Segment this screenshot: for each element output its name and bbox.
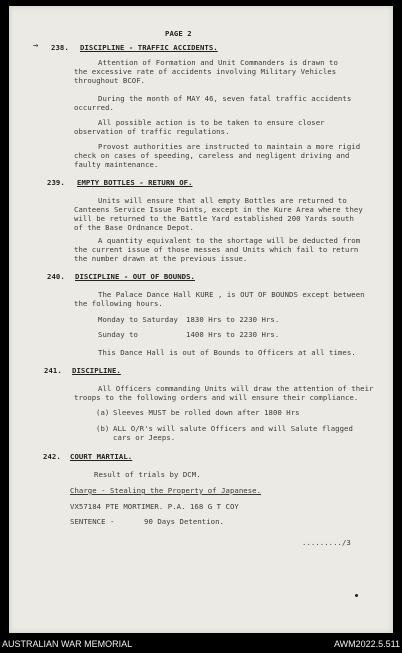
section-240-number: 240. [47, 272, 65, 281]
section-239-para2-line2: the current issue of those messes and Units which fail to return [74, 245, 359, 254]
section-238-para2-line1: During the month of MAY 46, seven fatal traffic accidents [98, 94, 352, 103]
section-239-para1-line3: will be returned to the Battle Yard established 200 Yards south [74, 214, 354, 223]
ink-dot [355, 594, 358, 597]
section-238-para4-line2: check on cases of speeding, careless and negligent driving and [74, 151, 350, 160]
section-241-item-b-label: (b) [96, 424, 110, 433]
section-242-sentence-label: SENTENCE - [70, 517, 115, 526]
section-241-number: 241. [44, 366, 62, 375]
section-242-result: Result of trials by DCM. [94, 470, 201, 479]
continuation-marker: ........./3 [302, 538, 351, 547]
margin-arrow-mark: → [33, 41, 39, 51]
section-239-heading: EMPTY BOTTLES - RETURN OF. [77, 178, 193, 187]
section-242-charge: Charge - Stealing the Property of Japanese. [70, 486, 262, 495]
section-239-para2-line1: A quantity equivalent to the shortage will be deducted from [98, 236, 361, 245]
section-238-para3-line2: observation of traffic regulations. [74, 127, 230, 136]
section-239-para1-line2: Canteens Service Issue Points, except in the Kure Area where they [74, 205, 363, 214]
section-238-para4-line1: Provost authorities are instructed to maintain a more rigid [98, 142, 361, 151]
section-241-item-a-text: Sleeves MUST be rolled down after 1800 Hrs [113, 408, 300, 417]
section-238-number: 238. [51, 43, 69, 52]
section-241-heading: DISCIPLINE. [72, 366, 121, 375]
section-239-number: 239. [47, 178, 65, 187]
section-239-para1-line1: Units will ensure that all empty Bottles are returned to [98, 196, 347, 205]
section-238-para4-line3: faulty maintenance. [74, 160, 159, 169]
section-238-para1-line1: Attention of Formation and Unit Commanders is drawn to [98, 58, 338, 67]
section-240-hours-time-1: 1830 Hrs to 2230 Hrs. [186, 315, 280, 324]
section-240-hours-days-1: Monday to Saturday [98, 315, 178, 324]
archive-footer-bar [0, 636, 402, 653]
section-242-heading: COURT MARTIAL. [70, 452, 133, 461]
section-238-heading: DISCIPLINE - TRAFFIC ACCIDENTS. [80, 43, 218, 52]
section-240-intro-line1: The Palace Dance Hall KURE , is OUT OF BOUNDS except between [98, 290, 365, 299]
section-240-hours-days-2: Sunday to [98, 330, 138, 339]
section-242-sentence: 90 Days Detention. [144, 517, 224, 526]
section-238-para1-line3: throughout BCOF. [74, 76, 146, 85]
section-240-heading: DISCIPLINE - OUT OF BOUNDS. [75, 272, 195, 281]
footer-institution: AUSTRALIAN WAR MEMORIAL [2, 639, 133, 649]
section-242-accused: VX57184 PTE MORTIMER. P.A. 168 G T COY [70, 502, 239, 511]
section-240-note: This Dance Hall is out of Bounds to Officers at all times. [98, 348, 356, 357]
section-241-item-a-label: (a) [96, 408, 110, 417]
section-238-para3-line1: All possible action is to be taken to ensure closer [98, 118, 325, 127]
section-239-para1-line4: of the Base Ordnance Depot. [74, 223, 194, 232]
section-238-para2-line2: occurred. [74, 103, 114, 112]
section-239-para2-line3: the number drawn at the previous issue. [74, 254, 248, 263]
section-241-item-b-line2: cars or Jeeps. [113, 433, 176, 442]
section-241-item-b-line1: ALL O/R's will salute Officers and will Salute flagged [113, 424, 353, 433]
section-240-intro-line2: the following hours. [74, 299, 163, 308]
section-238-para1-line2: the excessive rate of accidents involving Military Vehicles [74, 67, 337, 76]
footer-accession-number: AWM2022.5.511 [333, 639, 400, 649]
section-241-intro-line2: troops to the following orders and will ensure their compliance. [74, 393, 359, 402]
page-number: PAGE 2 [165, 29, 192, 38]
section-242-number: 242. [43, 452, 61, 461]
section-241-intro-line1: All Officers commanding Units will draw the attention of their [98, 384, 374, 393]
section-240-hours-time-2: 1400 Hrs to 2230 Hrs. [186, 330, 280, 339]
